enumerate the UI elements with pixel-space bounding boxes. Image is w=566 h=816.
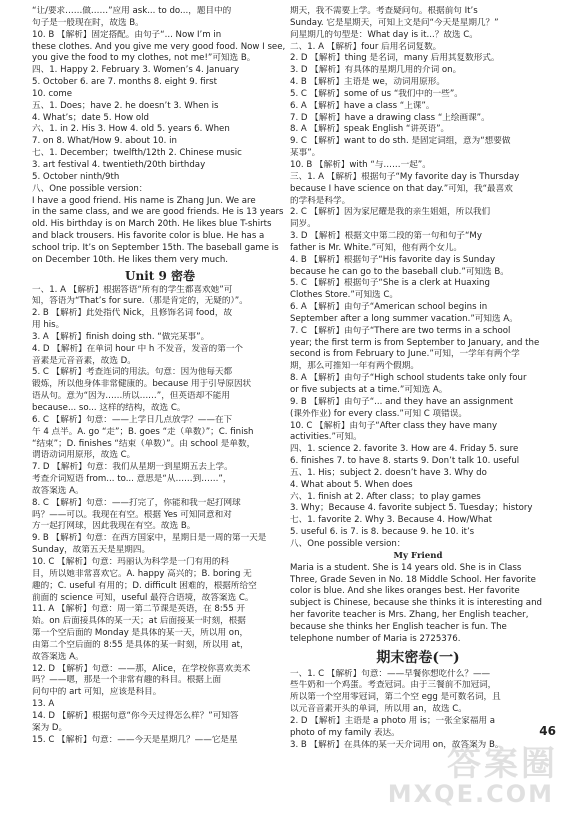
text-line: 5. October 6. are 7. months 8. eight 9. first <box>32 77 217 88</box>
text-line: her favorite teacher is Mrs. Zhang, her English teacher, <box>290 610 529 621</box>
text-line: 10. come <box>32 88 73 99</box>
text-line: 问句中的 art 可知，应该是科目。 <box>32 687 162 698</box>
text-line: 10. C 【解析】句意：玛丽认为科学是一门有用的科 <box>32 556 230 567</box>
text-line: 8. C 【解析】句意：——打完了，你能和我一起打网球 <box>32 497 241 508</box>
text-line: 2. B 【解析】此处指代 Nick，且修饰名词 food，故 <box>32 308 233 319</box>
text-line: 3. D 【解析】有具体的星期几用的介词 on。 <box>290 65 462 76</box>
text-line: 2. D 【解析】主语是 a photo 用 is；一张全家福用 a <box>290 715 496 726</box>
text-line: 10. B 【解析】with “与……一起”。 <box>290 159 431 170</box>
text-line: 3. Why；Because 4. favorite subject 5. Tuesday；history <box>290 503 533 514</box>
text-line: 始。on 后面接具体的某一天；at 后面接某一时刻，根据 <box>32 616 246 627</box>
text-line: 一、1. C 【解析】句意：——早餐你想吃什么？—— <box>290 668 491 679</box>
text-line: 四、1. science 2. favorite 3. How are 4. Friday 5. sure <box>290 444 519 455</box>
text-line: 9. B 【解析】由句子“... and they have an assignment <box>290 396 514 407</box>
text-line: activities.”可知。 <box>290 432 362 443</box>
text-line: on December 10th. He likes them very much. <box>32 254 229 265</box>
text-line: 五、1. Does；have 2. he doesn’t 3. When is <box>32 100 219 111</box>
text-line: 某事”。 <box>290 148 321 159</box>
text-line: Clothes Store.”可知选 C。 <box>290 290 398 301</box>
text-line: 以元音音素开头的单词，所以用 an，故选 C。 <box>290 704 467 715</box>
text-line: 2. D 【解析】thing 是名词，many 后用其复数形式。 <box>290 53 500 64</box>
text-line: 3. D 【解析】根据文中第二段的第一句和句子“My <box>290 231 482 242</box>
text-line: 方一起打网球，因此我现在有空。故选 B。 <box>32 521 196 532</box>
text-line: 12. D 【解析】句意：——那，Alice，在学校你喜欢美术 <box>32 663 251 674</box>
text-line: 2. C 【解析】因为家尼耀是我的亲生姐姐，所以我们 <box>290 207 491 218</box>
text-line: 期天，我不需要上学。考查疑问句。根据前句 It’s <box>290 6 478 16</box>
text-line: these clothes. And you give me very good food. Now I see, <box>32 41 286 52</box>
text-line: 趣的；C. useful 有用的；D. difficult 困难的，根据所给空 <box>32 580 257 591</box>
watermark-logo <box>387 736 566 816</box>
text-line: 同岁。 <box>290 219 316 230</box>
text-line: 的学科是科学。 <box>290 195 351 206</box>
text-line: 七、1. December；twelfth/12th 2. Chinese music <box>32 148 242 159</box>
text-line: 5. October ninth/9th <box>32 171 120 182</box>
text-line: “让/要求……做……”应用 ask... to do...，题目中的 <box>32 6 232 16</box>
text-line: and black trousers. His favorite color is blue. He has a <box>32 231 265 242</box>
left-column <box>32 6 288 746</box>
text-line: 些牛奶和一个鸡蛋。考查冠词。由于三餐前不加冠词， <box>290 680 497 691</box>
text-line: in the same class, and we are good friends. He is 13 years <box>32 207 284 218</box>
text-line: 7. D 【解析】句意：我们从星期一到星期五去上学。 <box>32 462 233 473</box>
text-line: 7. D 【解析】have a drawing class “上绘画课”。 <box>290 112 490 123</box>
text-line: 七、1. favorite 2. Why 3. Because 4. How/What <box>290 515 492 526</box>
text-line: 案为 D。 <box>32 722 68 733</box>
text-line: Three, Grade Seven in No. 18 Middle School. Her favorite <box>290 574 536 585</box>
text-line: 二、1. A 【解析】four 后用名词复数。 <box>290 41 442 52</box>
text-line: year; the first term is from September to January, and the <box>290 337 540 348</box>
text-line: because I have science on that day.”可知，我“最喜欢 <box>290 183 513 194</box>
final-exam-title: 期末密卷(一) <box>376 649 460 666</box>
text-line: telephone number of Maria is 2725376. <box>290 633 461 644</box>
text-line: 3. art festival 4. twentieth/20th birthday <box>32 159 206 170</box>
text-line: 5. C 【解析】根据句子“She is a clerk at Huaxing <box>290 278 490 289</box>
text-line: 句子是一般现在时，故选 B。 <box>32 17 144 28</box>
text-line: 三、1. A 【解析】根据句子“My favorite day is Thursday <box>290 171 520 182</box>
text-line: 15. C 【解析】句意：——今天是星期几？——它是星 <box>32 734 238 745</box>
text-line: Maria is a student. She is 14 years old. She is in Class <box>290 562 522 573</box>
text-line: 4. B 【解析】根据句子“His favorite day is Sunday <box>290 254 496 265</box>
text-line: 8. A 【解析】由句子“High school students take only four <box>290 373 527 384</box>
page-number: 46 <box>539 724 556 738</box>
text-line: 午 4 点半。A. go “走”；B. goes “走（单数）”；C. finish <box>32 426 254 437</box>
text-line: 语从句。意为“因为……所以……”，但英语却不能用 <box>32 391 230 402</box>
text-line: 8. A 【解析】speak English “讲英语”。 <box>290 124 450 135</box>
right-column <box>290 6 546 751</box>
text-line: 4. D 【解析】在单词 hour 中 h 不发音，发音的第一个 <box>32 343 244 354</box>
text-line: old. His birthday is on March 20th. He likes blue T-shirts <box>32 219 272 230</box>
text-line: 3. A 【解析】finish doing sth. “做完某事”。 <box>32 331 210 342</box>
text-line: 一、1. A 【解析】根据答语“所有的学生都喜欢她”可 <box>32 284 233 295</box>
text-line: 八、One possible version： <box>32 183 148 194</box>
text-line: 9. B 【解析】句意：在西方国家中，星期日是一周的第一天是 <box>32 533 267 544</box>
text-line: 知，答语为“That’s for sure.（那是肯定的，无疑的）”。 <box>32 296 248 307</box>
text-line: color is blue. And she likes oranges best. Her favorite <box>290 586 520 597</box>
text-line: 目，所以她非常喜欢它。A. happy 高兴的；B. boring 无 <box>32 568 252 579</box>
text-line: father is Mr. White.”可知，他有两个女儿。 <box>290 242 462 253</box>
text-line: 期，那么可推知一年有两个假期。 <box>290 361 419 372</box>
text-line: 5. C 【解析】考查连词的用法。句意：因为他每天都 <box>32 367 233 378</box>
text-line: second is from February to June.”可知，一学年有两个学 <box>290 349 520 360</box>
text-line: subject is Chinese, because she thinks it is interesting and <box>290 598 542 609</box>
essay-lines <box>290 563 546 646</box>
text-line: 锻炼，所以他身体非常健康的。because 用于引导原因状 <box>32 379 252 390</box>
text-line: you give the food to my clothes, not me!”可知选 B。 <box>32 53 256 64</box>
text-line: 由第二个空后面的 8:55 是具体的某一时刻，所以用 at， <box>32 639 249 650</box>
text-line: 11. A 【解析】句意：周一第二节课是英语，在 8:55 开 <box>32 604 246 615</box>
text-line: 6. A 【解析】由句子“American school begins in <box>290 302 488 313</box>
text-line: 10. C 【解析】由句子“After class they have many <box>290 420 498 431</box>
text-line: or five subjects at a time.”可知选 A。 <box>290 385 448 395</box>
text-line: (课外作业) for every class.”可知 C 项错误。 <box>290 408 467 419</box>
text-line: Sunday，故第五天是星期四。 <box>32 545 151 556</box>
text-line: 14. D 【解析】根据句意“你今天过得怎么样？”可知答 <box>32 710 239 721</box>
left-lines-before <box>32 6 288 267</box>
text-line: 六、1. in 2. His 3. How 4. old 5. years 6. When <box>32 124 230 135</box>
text-line: school trip. It’s on September 15th. The baseball game is <box>32 242 279 253</box>
text-line: 考查介词短语 from... to... 意思是“从……到……”， <box>32 474 232 485</box>
text-line: 前面的 science 可知，useful 最符合语境，故答案选 C。 <box>32 592 254 603</box>
text-line: 6. A 【解析】have a class “上课”。 <box>290 100 435 111</box>
text-line: 第一个空后面的 Monday 是具体的某一天，所以用 on， <box>32 628 249 639</box>
text-line: 音素是元音音素，故选 D。 <box>32 355 136 366</box>
text-line: 5. useful 6. is 7. is 8. because 9. he 10. it’s <box>290 527 475 538</box>
text-line: 7. C 【解析】由句子“There are two terms in a school <box>290 325 511 336</box>
text-line: 六、1. finish at 2. After class；to play games <box>290 491 481 502</box>
watermark-main-text: 答案圈 <box>447 744 558 784</box>
text-line: 故答案选 A。 <box>32 651 84 662</box>
text-line: 问星期几的句型是：What day is it...？故选 C。 <box>290 29 478 40</box>
text-line: 13. A <box>32 699 55 710</box>
text-line: 故答案选 A。 <box>32 485 84 496</box>
text-line: 用 his。 <box>32 320 65 331</box>
text-line: “结束”；D. finishes “结束（单数）”。由 school 是单数， <box>32 438 256 449</box>
text-line: Sunday. 它是星期天，可知上文是问“今天是星期几？” <box>290 17 499 28</box>
text-line: 4. What about 5. When does <box>290 479 413 490</box>
text-line: because he can go to the baseball club.”可知选 B。 <box>290 266 509 277</box>
text-line: 谓语动词用原形，故选 C。 <box>32 450 136 461</box>
text-line: 9. C 【解析】want to do sth. 是固定词组，意为“想要做 <box>290 136 511 147</box>
text-line: 10. B 【解析】固定搭配。由句子“... Now I’m in <box>32 29 222 40</box>
text-line: 吗？——可以。我现在有空。根据 Yes 可知同意和对 <box>32 509 232 520</box>
left-lines-after <box>32 285 288 747</box>
text-line: because she thinks her English teacher is fun. The <box>290 621 507 632</box>
text-line: because... so... 这样的结构，故选 C。 <box>32 403 186 413</box>
unit-title: Unit 9 密卷 <box>125 268 195 283</box>
text-line: 八、One possible version： <box>290 538 406 549</box>
text-line: 所以第一个空用零冠词，第二个空 egg 是可数名词，且 <box>290 692 501 703</box>
text-line: photo of my family 表达。 <box>290 727 400 738</box>
right-lines-before <box>290 6 546 551</box>
essay-title: My Friend <box>393 550 443 561</box>
text-line: 6. C 【解析】句意：——上学日几点放学？——在下 <box>32 414 233 425</box>
text-line: 6. finishes 7. to have 8. starts 9. Don’t talk 10. useful <box>290 456 520 467</box>
text-line: 7. on 8. What/How 9. about 10. in <box>32 136 177 147</box>
text-line: 5. C 【解析】some of us “我们中的一些”。 <box>290 88 463 99</box>
watermark-sub-text: MXQE.COM <box>387 780 554 808</box>
text-line: 吗？——嗯，那是一个非常有趣的科目。根据上面 <box>32 675 222 686</box>
text-line: 四、1. Happy 2. February 3. Women’s 4. January <box>32 65 240 76</box>
text-line: 五、1. His；subject 2. doesn’t have 3. Why do <box>290 467 487 478</box>
text-line: I have a good friend. His name is Zhang Jun. We are <box>32 195 256 206</box>
text-line: 3. B 【解析】在具体的某一天介词用 on，故答案为 B。 <box>290 739 504 750</box>
text-line: 4. What’s；date 5. How old <box>32 112 149 123</box>
text-line: September after a long summer vacation.”可知选 A。 <box>290 313 518 324</box>
text-line: 4. B 【解析】主语是 we，动词用原形。 <box>290 77 445 88</box>
